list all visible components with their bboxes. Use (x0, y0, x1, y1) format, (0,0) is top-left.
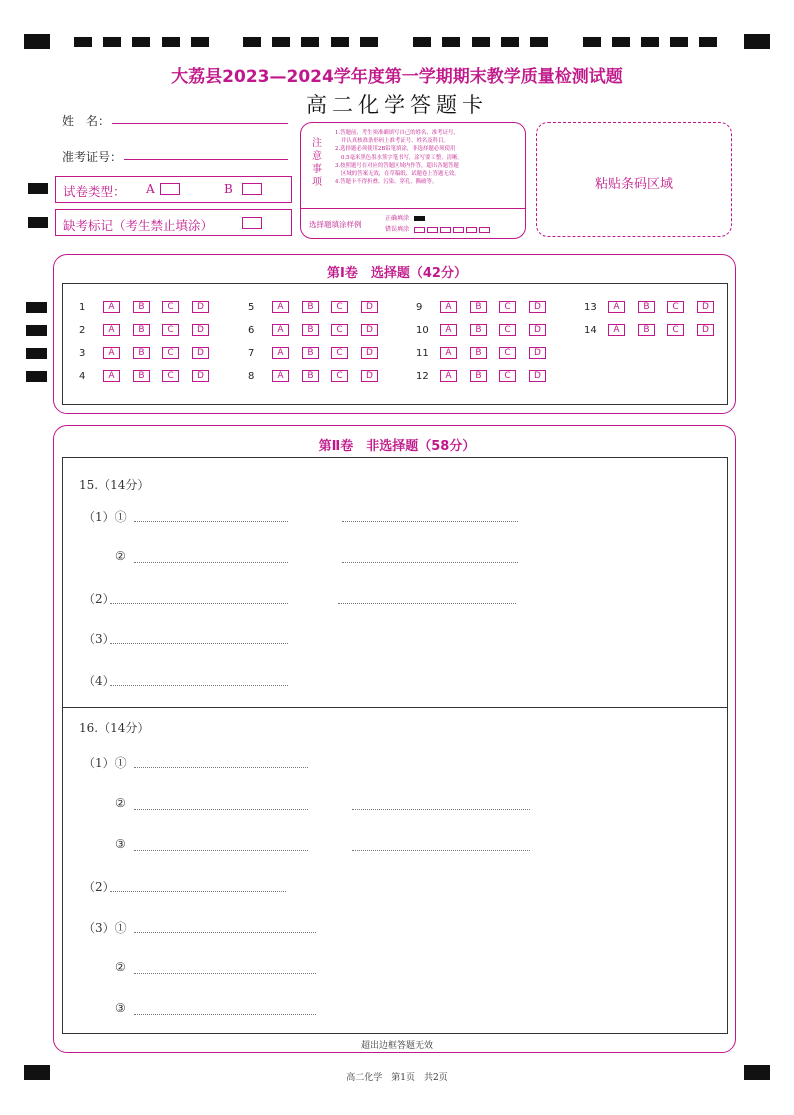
timing-mark (472, 37, 490, 47)
q15-part2-label: （2） (83, 592, 115, 606)
option-bubble[interactable]: B (133, 324, 150, 336)
notice-line: 1.答题前，考生须准确填写自己的姓名、准考证号， (335, 130, 459, 136)
option-bubble[interactable]: B (133, 370, 150, 382)
q15-answer-line[interactable] (134, 521, 288, 522)
notice-line: 0.5毫米黑色墨水签字笔书写，涂写要工整、清晰。 (341, 154, 463, 161)
timing-mark (360, 37, 378, 47)
option-bubble[interactable]: C (667, 301, 684, 313)
q16-part3-label: （3）① (83, 921, 127, 935)
exam-title: 大荔县2023—2024学年度第一学期期末教学质量检测试题 (171, 67, 623, 87)
row-mark (26, 371, 47, 382)
q15-answer-line[interactable] (342, 521, 518, 522)
q15-answer-line[interactable] (110, 643, 288, 644)
barcode-area (536, 122, 732, 237)
timing-mark (301, 37, 319, 47)
option-bubble[interactable]: C (331, 301, 348, 313)
page-info: 高二化学 第1页 共2页 (346, 1073, 448, 1083)
correct-sample (385, 213, 425, 222)
option-bubble[interactable]: D (529, 370, 546, 382)
circle-sample-icon (440, 227, 451, 233)
timing-mark (413, 37, 431, 47)
barcode-label: 粘贴条码区域 (594, 177, 673, 192)
notice-heading (311, 137, 323, 189)
option-bubble[interactable]: D (192, 370, 209, 382)
q16-part1c-label: ③ (115, 837, 126, 851)
row-mark (28, 183, 48, 194)
option-bubble[interactable]: C (331, 370, 348, 382)
option-bubble[interactable]: A (440, 370, 457, 382)
corner-mark (744, 34, 770, 49)
option-bubble[interactable]: C (162, 324, 179, 336)
option-bubble[interactable]: B (638, 301, 655, 313)
option-bubble[interactable]: A (440, 347, 457, 359)
question-number: 7 (248, 348, 255, 359)
exam-id-field[interactable] (124, 146, 288, 160)
corner-mark (744, 1065, 770, 1080)
check-sample-icon (414, 227, 425, 233)
q15-answer-line[interactable] (110, 685, 288, 686)
option-bubble[interactable]: B (133, 301, 150, 313)
timing-mark (699, 37, 717, 47)
option-bubble[interactable]: A (440, 324, 457, 336)
option-bubble[interactable]: A (272, 301, 289, 313)
question-number: 14 (584, 325, 597, 336)
slash-sample-icon (466, 227, 477, 233)
option-bubble[interactable]: C (162, 301, 179, 313)
timing-mark (442, 37, 460, 47)
timing-mark (501, 37, 519, 47)
q15-answer-line[interactable] (342, 562, 518, 563)
timing-mark (670, 37, 688, 47)
question-divider (62, 707, 728, 708)
option-bubble[interactable]: C (667, 324, 684, 336)
option-bubble[interactable]: C (499, 347, 516, 359)
option-bubble[interactable]: B (302, 301, 319, 313)
option-bubble[interactable]: A (103, 347, 120, 359)
exam-id-label: 准考证号： (62, 150, 123, 164)
paper-type-a-box[interactable] (160, 183, 180, 195)
paper-type-a-label: A (146, 182, 155, 196)
option-bubble[interactable]: C (499, 370, 516, 382)
option-bubble[interactable]: A (608, 301, 625, 313)
notice-box (300, 122, 526, 239)
answer-area (62, 457, 728, 1034)
question-number: 2 (79, 325, 86, 336)
option-bubble[interactable]: D (361, 301, 378, 313)
notice-heading-char: 注 (312, 138, 322, 149)
option-bubble[interactable]: D (529, 347, 546, 359)
notice-line: 2.选择题必须使用2B铅笔填涂，非选择题必须使用 (335, 146, 456, 153)
option-bubble[interactable]: A (272, 370, 289, 382)
q16-answer-line[interactable] (134, 850, 308, 851)
notice-line: 并认真核准条形码上准考证号、姓名及科目。 (341, 138, 449, 145)
row-mark (28, 217, 48, 228)
notice-text (335, 129, 523, 186)
q16-answer-line[interactable] (134, 809, 308, 810)
option-bubble[interactable]: B (133, 347, 150, 359)
option-bubble[interactable]: D (361, 347, 378, 359)
question-number: 1 (79, 302, 86, 313)
section1-title: 第Ⅰ卷 选择题（42分） (327, 266, 467, 281)
q16-answer-line[interactable] (110, 891, 286, 892)
option-bubble[interactable]: D (361, 370, 378, 382)
notice-heading-char: 项 (312, 177, 322, 188)
notice-heading-char: 事 (312, 164, 322, 175)
question-number: 3 (79, 348, 86, 359)
timing-mark (162, 37, 180, 47)
q15-header: 15.（14分） (79, 478, 150, 492)
absent-mark-box (55, 209, 292, 236)
option-bubble[interactable]: A (103, 301, 120, 313)
timing-mark (132, 37, 150, 47)
option-bubble[interactable]: B (470, 301, 487, 313)
notice-line: 区域的答案无效，在草稿纸、试题卷上答题无效。 (341, 171, 460, 178)
option-bubble[interactable]: A (440, 301, 457, 313)
absent-label: 缺考标记（考生禁止填涂） (63, 218, 214, 233)
corner-mark (24, 1065, 50, 1080)
correct-sample-label: 正确填涂 (385, 215, 410, 222)
notice-divider (301, 208, 525, 209)
sample-label: 选择题填涂样例 (309, 220, 362, 229)
question-number: 13 (584, 302, 597, 313)
question-number: 12 (416, 371, 429, 382)
notice-line: 4.答题卡不得折叠、污染、穿孔、撕破等。 (335, 179, 438, 186)
timing-mark (583, 37, 601, 47)
q16-part3c-label: ③ (115, 1001, 126, 1015)
q16-header: 16.（14分） (79, 721, 150, 735)
row-mark (26, 325, 47, 336)
notice-heading-char: 意 (312, 151, 322, 162)
filled-sample-icon (414, 216, 425, 221)
option-bubble[interactable]: C (331, 324, 348, 336)
option-bubble[interactable]: D (192, 347, 209, 359)
q16-part1-label: （1）① (83, 756, 127, 770)
wrong-sample (385, 224, 492, 233)
dot-sample-icon (453, 227, 464, 233)
timing-mark (530, 37, 548, 47)
question-number: 9 (416, 302, 423, 313)
q16-answer-line[interactable] (134, 973, 316, 974)
option-bubble[interactable]: B (302, 347, 319, 359)
paper-type-box (55, 176, 292, 203)
name-label: 姓 名： (62, 114, 111, 128)
timing-mark (243, 37, 261, 47)
question-number: 5 (248, 302, 255, 313)
q15-answer-line[interactable] (110, 603, 288, 604)
timing-mark (74, 37, 92, 47)
q16-answer-line[interactable] (352, 809, 530, 810)
option-bubble[interactable]: B (302, 370, 319, 382)
q15-answer-line[interactable] (134, 562, 288, 563)
timing-mark (191, 37, 209, 47)
option-bubble[interactable]: A (608, 324, 625, 336)
option-bubble[interactable]: B (638, 324, 655, 336)
q16-answer-line[interactable] (134, 767, 308, 768)
question-number: 10 (416, 325, 429, 336)
option-bubble[interactable]: A (272, 324, 289, 336)
paper-type-b-box[interactable] (242, 183, 262, 195)
q15-part4-label: （4） (83, 674, 115, 688)
question-number: 11 (416, 348, 429, 359)
wrong-sample-label: 错误填涂 (385, 226, 410, 233)
option-bubble[interactable]: A (103, 324, 120, 336)
option-bubble[interactable]: C (162, 347, 179, 359)
timing-mark (612, 37, 630, 47)
q15-part1-label: （1）① (83, 510, 127, 524)
section2-title: 第Ⅱ卷 非选择题（58分） (318, 439, 476, 454)
q15-answer-line[interactable] (338, 603, 516, 604)
option-bubble[interactable]: D (192, 301, 209, 313)
question-number: 6 (248, 325, 255, 336)
cross-sample-icon (427, 227, 438, 233)
corner-mark (24, 34, 50, 49)
option-bubble[interactable]: A (103, 370, 120, 382)
question-number: 4 (79, 371, 86, 382)
answer-sheet-title: 高二化学答题卡 (306, 93, 488, 117)
timing-mark (272, 37, 290, 47)
q15-part3-label: （3） (83, 632, 115, 646)
q16-part1b-label: ② (115, 796, 126, 810)
option-bubble[interactable]: C (499, 324, 516, 336)
notice-line: 3.按照题号在对应的答题区域内作答，超出各题答题 (335, 162, 459, 169)
timing-mark (641, 37, 659, 47)
option-bubble[interactable]: D (361, 324, 378, 336)
half-sample-icon (479, 227, 490, 233)
option-bubble[interactable]: D (529, 301, 546, 313)
name-field[interactable] (112, 110, 288, 124)
option-bubble[interactable]: B (470, 324, 487, 336)
option-bubble[interactable]: C (499, 301, 516, 313)
out-of-bounds-warning: 超出边框答题无效 (360, 1041, 433, 1051)
option-bubble[interactable]: D (697, 324, 714, 336)
option-bubble[interactable]: B (470, 370, 487, 382)
q15-part1b-label: ② (115, 549, 126, 563)
row-mark (26, 302, 47, 313)
paper-type-b-label: B (224, 182, 233, 196)
option-bubble[interactable]: D (697, 301, 714, 313)
option-bubble[interactable]: B (302, 324, 319, 336)
q16-answer-line[interactable] (134, 1014, 316, 1015)
q16-answer-line[interactable] (134, 932, 316, 933)
option-bubble[interactable]: B (470, 347, 487, 359)
option-bubble[interactable]: C (331, 347, 348, 359)
q16-part3b-label: ② (115, 960, 126, 974)
q16-part2-label: （2） (83, 880, 115, 894)
option-bubble[interactable]: D (192, 324, 209, 336)
option-bubble[interactable]: C (162, 370, 179, 382)
paper-type-label: 试卷类型： (63, 184, 126, 199)
timing-mark (331, 37, 349, 47)
q16-answer-line[interactable] (352, 850, 530, 851)
option-bubble[interactable]: A (272, 347, 289, 359)
question-number: 8 (248, 371, 255, 382)
option-bubble[interactable]: D (529, 324, 546, 336)
absent-checkbox[interactable] (242, 217, 262, 229)
timing-mark (103, 37, 121, 47)
row-mark (26, 348, 47, 359)
